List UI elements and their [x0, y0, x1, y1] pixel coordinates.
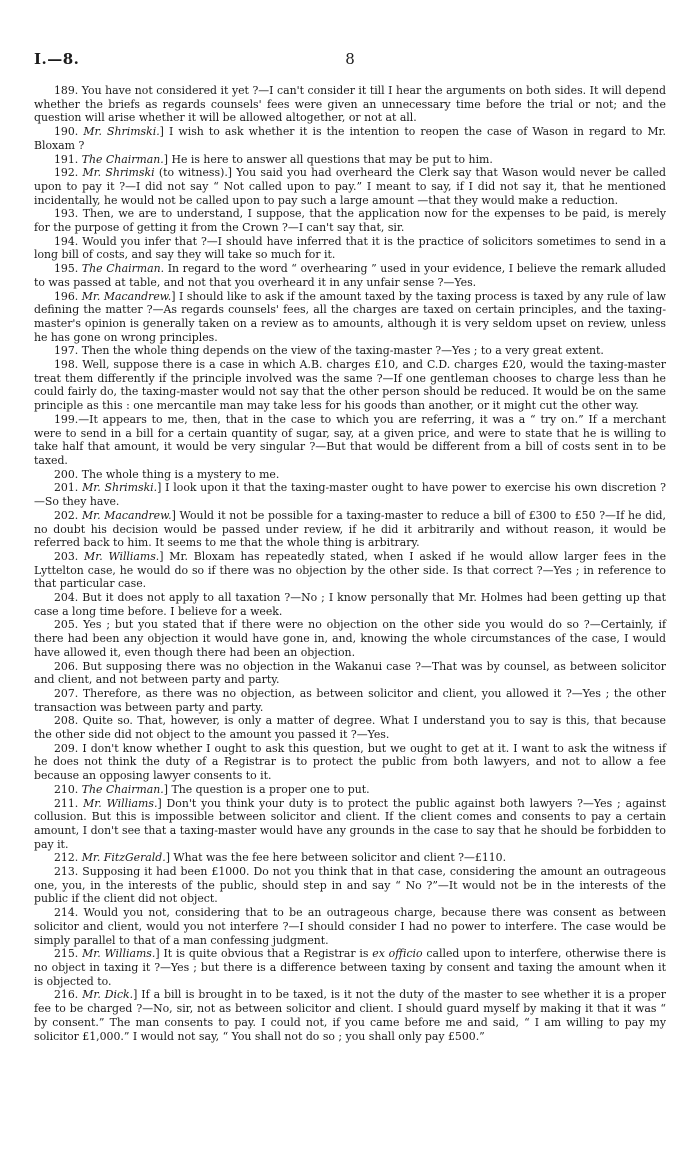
paragraph-text: 192. [54, 166, 83, 180]
paragraph-text: ] Mr. Bloxam has repeatedly stated, when I asked if he would allow larger fees in the Lyttelton case, he would do so if there was no objection by the other side. Is that correct ?—Yes ; in reference to that particular case. [34, 549, 667, 591]
paragraph-text: ] He is here to answer all questions that may be put to him. [163, 152, 493, 166]
speaker-name: Mr. Williams. [84, 549, 160, 563]
paragraph-text: 213. Supposing it had been £1000. Do not you think that in that case, considering the amount an outrageous one, you, in the interests of the public, should step in and say “ No ?”—It would not be in the interests of the public if the client did not object. [34, 865, 666, 906]
evidence-paragraph [34, 714, 666, 741]
evidence-paragraph [34, 687, 666, 714]
paragraph-text: 191. [54, 152, 82, 166]
evidence-paragraph [34, 290, 666, 345]
speaker-name: The Chairman. [81, 152, 164, 166]
paragraph-text: 193. Then, we are to understand, I suppose, that the application now for the expenses to be paid, is merely for the purpose of getting it from the Crown ?—I can't say that, sir. [34, 207, 666, 235]
paragraph-text: 197. Then the whole thing depends on the view of the taxing-master ?—Yes ; to a very great extent. [54, 344, 604, 358]
paragraph-text: 212. [54, 851, 82, 865]
paragraph-text: 199.—It appears to me, then, that in the case to which you are referring, it was a “ try on.” If a merchant were to send in a bill for a certain quantity of sugar, say, at a given price, and were to state that he is willing to take half that amount, it would be very singular ?—But that would be different from a bill of costs sent in to be taxed. [34, 412, 666, 467]
paragraph-text: ] Would it not be possible for a taxing-master to reduce a bill of £300 to £50 ?—If he did, no doubt his decision would be passed under review, if he did it arbitrarily and without reason, it would be referred back to him. It seems to me that the whole thing is arbitrary. [34, 508, 666, 550]
paragraph-text: 189. You have not considered it yet ?—I can't consider it till I hear the arguments on both sides. It will depend whether the briefs as regards counsels' fees were given an unnecessary time before the trial or not; and the question will arise whether it will be allowed altogether, or not at all. [34, 84, 666, 125]
evidence-paragraph [34, 509, 666, 550]
page-number: 8 [345, 50, 355, 68]
speaker-name: The Chairman. [81, 262, 165, 276]
paragraph-text: ] I look upon it that the taxing-master ought to have power to exercise his own discretion ?—So they have. [34, 481, 666, 509]
speaker-name: ex officio [372, 947, 423, 961]
paragraph-text: ] If a bill is brought in to be taxed, is it not the duty of the master to see whether it is a proper fee to be charged ?—No, sir, not as between solicitor and client. I should guard myself by making it that it was “ by consent.” The man consents to pay. I could not, if you came before me and said, “ I am willing to pay my solicitor £1,000.” I would not say, “ You shall not do so ; you shall only pay £500.” [34, 988, 666, 1043]
paragraph-text: In regard to the word “ overhearing ” used in your evidence, I believe the remark alluded to was passed at table, and not that you overheard it in any unfair sense ?—Yes. [34, 262, 667, 289]
paragraph-text: 195. [54, 262, 82, 276]
paragraph-text: ] It is quite obvious that a Registrar is [155, 947, 373, 961]
speaker-name: Mr. Dick. [82, 988, 134, 1002]
paragraph-text: 209. I don't know whether I ought to ask this question, but we ought to get at it. I want to ask the witness if he does not think the duty of a Registrar is to protect the public from both lawyers, and not to allow a fee because an opposing lawyer consents to it. [34, 741, 666, 783]
evidence-paragraph [34, 591, 666, 618]
evidence-paragraph [34, 207, 666, 234]
evidence-paragraph [34, 660, 666, 687]
paragraph-text: 215. [54, 947, 83, 961]
paragraph-text: 200. The whole thing is a mystery to me. [54, 467, 280, 481]
evidence-paragraph [34, 618, 666, 659]
paragraph-text: 196. [54, 289, 82, 303]
speaker-name: Mr. Shrimski [82, 166, 155, 180]
paragraph-text: ] What was the fee here between solicitor and client ?—£110. [165, 851, 507, 865]
evidence-paragraph [34, 947, 666, 988]
speaker-name: Mr. Macandrew. [81, 289, 172, 303]
evidence-paragraph [34, 84, 666, 125]
paragraph-text: 206. But supposing there was no objection in the Wakanui case ?—That was by counsel, as between solicitor and client, and not between party and party. [34, 659, 666, 687]
paragraph-text: ] I should like to ask if the amount taxed by the taxing process is taxed by any rule of law defining the matter ?—As regards counsels' fees, all the charges are taxed on certain principles, and the taxing-master's opinion is generally taken on a review as to amounts, although it is very seldom upset on review, unless he has gone on wrong principles. [34, 289, 667, 344]
evidence-paragraph [34, 262, 666, 289]
paragraph-text: 203. [54, 549, 85, 563]
evidence-paragraph [34, 906, 666, 947]
evidence-paragraph [34, 550, 666, 591]
document-reference: I.—8. [34, 50, 80, 68]
page-header [34, 50, 666, 72]
evidence-paragraph [34, 468, 666, 482]
evidence-paragraph [34, 742, 666, 783]
speaker-name: Mr. Macandrew. [81, 508, 172, 522]
evidence-paragraph [34, 865, 666, 906]
paragraph-text: ] I wish to ask whether it is the intention to reopen the case of Wason in regard to Mr. Bloxam ? [34, 125, 666, 152]
paragraph-text: 194. Would you infer that ?—I should have inferred that it is the practice of solicitors sometimes to send in a long bill of costs, and say they will take so much for it. [34, 234, 666, 262]
paragraph-text: 207. Therefore, as there was no objection, as between solicitor and client, you allowed it ?—Yes ; the other transaction was between party and party. [34, 686, 666, 714]
paragraph-text: 208. Quite so. That, however, is only a matter of degree. What I understand you to say is this, that because the other side did not object to the amount you passed it ?—Yes. [34, 714, 666, 742]
paragraph-text: called upon to interfere, otherwise there is no object in taxing it ?—Yes ; but there is a difference between taxing by consent and taxing the amount when it is objected to. [34, 947, 666, 988]
paragraph-text: 204. But it does not apply to all taxation ?—No ; I know personally that Mr. Holmes had been getting up that case a long time before. I believe for a week. [34, 591, 666, 618]
paragraph-text: 210. [54, 782, 82, 796]
paragraph-text: (to witness).] You said you had overheard the Clerk say that Wason would never be called upon to pay it ?—I did not say “ Not called upon to pay.” I meant to say, if I did not say it, that he mentioned incidentally, he would not be called upon to pay such a large amount —that they would make a reduction. [34, 166, 666, 207]
speaker-name: Mr. Shrimski. [83, 125, 160, 139]
evidence-paragraph [34, 413, 666, 468]
paragraph-text: 216. [54, 988, 83, 1002]
paragraph-text: 202. [54, 508, 82, 522]
evidence-paragraph [34, 153, 666, 167]
speaker-name: Mr. Williams. [83, 796, 158, 810]
speaker-name: Mr. FitzGerald. [81, 851, 166, 865]
paragraph-text: 198. Well, suppose there is a case in which A.B. charges £10, and C.D. charges £20, would the taxing-master treat them differently if the principle involved was the same ?—If one gentleman chooses to charge less than he could fairly do, the taxing-master would not say that the other person should be reduced. It would be on the same principle as this : one mercantile man may take less for his goods than another, or it might cut the other way. [34, 358, 666, 413]
speaker-name: Mr. Shrimski. [82, 481, 158, 495]
evidence-paragraph [34, 988, 666, 1043]
evidence-paragraph [34, 797, 666, 852]
paragraph-text: ] The question is a proper one to put. [163, 782, 370, 796]
evidence-paragraph [34, 125, 666, 152]
evidence-paragraph [34, 851, 666, 865]
evidence-paragraph [34, 344, 666, 358]
paragraph-text: ] Don't you think your duty is to protect the public against both lawyers ?—Yes ; against collusion. But this is impossible between solicitor and client. If the client comes and consents to pay a certain amount, I don't see that a taxing-master would have any grounds in the case to say that he should be forbidden to pay it. [34, 796, 667, 851]
evidence-paragraph [34, 783, 666, 797]
paragraph-text: 211. [54, 796, 84, 810]
evidence-paragraph [34, 235, 666, 262]
evidence-paragraph [34, 481, 666, 508]
paragraph-text: 201. [54, 481, 83, 495]
evidence-paragraph [34, 166, 666, 207]
paragraph-text: 190. [54, 125, 84, 139]
speaker-name: Mr. Williams. [82, 947, 156, 961]
paragraph-text: 205. Yes ; but you stated that if there were no objection on the other side you would do so ?—Certainly, if there had been any objection it would have gone in, and, knowing the whole circumstances of the case, I would have allowed it, even though there had been an objection. [34, 618, 666, 659]
document-body [34, 84, 666, 1043]
speaker-name: The Chairman. [81, 782, 164, 796]
paragraph-text: 214. Would you not, considering that to be an outrageous charge, because there was consent as between solicitor and client, would you not interfere ?—I should consider I had no power to interfere. The case would be simply parallel to that of a man confessing judgment. [34, 906, 666, 947]
evidence-paragraph [34, 358, 666, 413]
